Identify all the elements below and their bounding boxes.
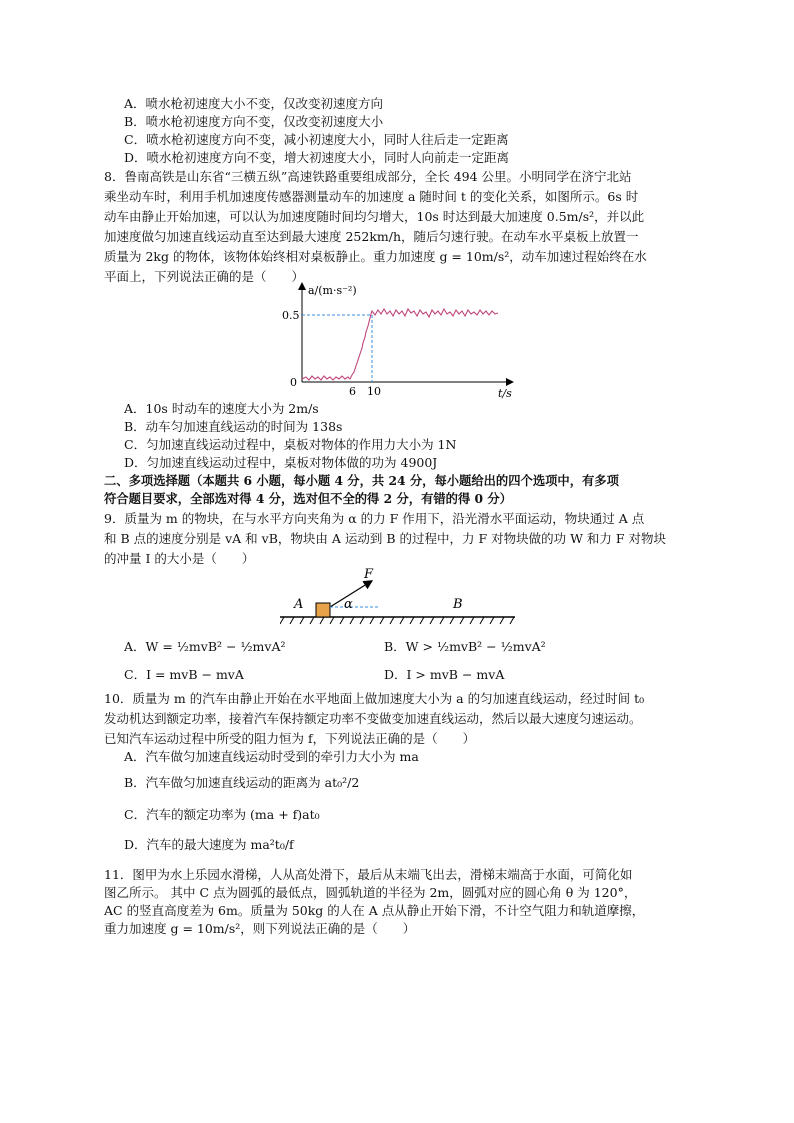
q7-option-b: B．喷水枪初速度方向不变，仅改变初速度大小 <box>124 114 384 129</box>
q10-option-b: B．汽车做匀加速直线运动的距离为 at₀²/2 <box>124 775 360 790</box>
q9-line-1: 9．质量为 m 的物块，在与水平方向夹角为 α 的力 F 作用下，沿光滑水平面运动，物块通过 A 点 <box>104 511 645 526</box>
section2-heading-line-1: 二、多项选择题（本题共 6 小题，每小题 4 分，共 24 分，每小题给出的四个选项中，有多项 <box>104 473 619 488</box>
q8-y-label: a/(m·s⁻²) <box>308 284 357 297</box>
q8-line-6: 平面上，下列说法正确的是（ ） <box>104 269 305 284</box>
q9-line-3: 的冲量 I 的大小是（ ） <box>104 551 255 566</box>
q7-option-d: D．喷水枪初速度方向不变，增大初速度大小，同时人向前走一定距离 <box>124 150 510 165</box>
q8-line-5: 质量为 2kg 的物体，该物体始终相对桌板静止。重力加速度 g = 10m/s²，动车加速过程始终在水 <box>104 249 647 264</box>
q7-option-a: A．喷水枪初速度大小不变，仅改变初速度方向 <box>124 96 384 111</box>
q8-acceleration-graph <box>280 280 520 400</box>
q9-line-2: 和 B 点的速度分别是 vA 和 vB，物块由 A 运动到 B 的过程中，力 F 对物块做的功 W 和力 F 对物块 <box>104 531 667 546</box>
q8-option-d: D．匀加速直线运动过程中，桌板对物体做的功为 4900J <box>124 455 438 470</box>
q9-ground-hatching <box>280 617 514 624</box>
q9-option-c: C．I = mvB − mvA <box>124 667 244 682</box>
q8-option-a: A．10s 时动车的速度大小为 2m/s <box>124 401 319 416</box>
q8-line-2: 乘坐动车时，利用手机加速度传感器测量动车的加速度 a 随时间 t 的变化关系，如图所示。6s 时 <box>104 189 639 204</box>
q11-line-4: 重力加速度 g = 10m/s²，则下列说法正确的是（ ） <box>104 921 416 936</box>
q7-option-c: C．喷水枪初速度方向不变，减小初速度大小，同时人往后走一定距离 <box>124 132 509 147</box>
q8-line-4: 加速度做匀加速直线运动直至达到最大速度 252km/h，随后匀速行驶。在动车水平桌板上放置一 <box>104 229 639 244</box>
q9-option-b: B．W > ½mvB² − ½mvA² <box>384 639 546 654</box>
q10-line-3: 已知汽车运动过程中所受的阻力恒为 f，下列说法正确的是（ ） <box>104 731 476 746</box>
q11-line-2: 图乙所示。 其中 C 点为圆弧的最低点，圆弧轨道的半径为 2m，圆弧对应的圆心角 θ 为 120°， <box>104 885 637 900</box>
q8-origin-label: 0 <box>290 376 297 389</box>
q8-y-tick-0-5: 0.5 <box>282 309 300 322</box>
q8-line-1: 8．鲁南高铁是山东省“三横五纵”高速铁路重要组成部分，全长 494 公里。小明同学在济宁北站 <box>104 169 632 184</box>
q9-option-a: A．W = ½mvB² − ½mvA² <box>124 639 286 654</box>
q11-line-1: 11．图甲为水上乐园水滑梯，人从高处滑下，最后从末端飞出去，滑梯末端高于水面，可简化如 <box>104 867 633 882</box>
q8-acceleration-curve <box>302 309 498 380</box>
q9-label-f: F <box>364 567 374 582</box>
q9-block <box>316 603 330 617</box>
q10-option-c: C．汽车的额定功率为 (ma + f)at₀ <box>124 807 320 822</box>
q10-option-a: A．汽车做匀加速直线运动时受到的牵引力大小为 ma <box>124 749 419 764</box>
q10-option-d: D．汽车的最大速度为 ma²t₀/f <box>124 837 294 852</box>
q9-label-alpha: α <box>344 597 353 612</box>
q9-option-d: D．I > mvB − mvA <box>384 667 505 682</box>
q8-x-tick-6: 6 <box>349 385 356 398</box>
q10-line-2: 发动机达到额定功率，接着汽车保持额定功率不变做变加速直线运动，然后以最大速度匀速运动。 <box>104 711 642 726</box>
q8-x-tick-10: 10 <box>367 385 381 398</box>
q10-line-1: 10．质量为 m 的汽车由静止开始在水平地面上做加速度大小为 a 的匀加速直线运动，经过时间 t₀ <box>104 691 645 706</box>
q9-label-b: B <box>453 597 463 612</box>
section2-heading-line-2: 符合题目要求，全部选对得 4 分，选对但不全的得 2 分，有错的得 0 分） <box>104 491 512 506</box>
q8-option-b: B．动车匀加速直线运动的时间为 138s <box>124 419 343 434</box>
q8-line-3: 动车由静止开始加速，可以认为加速度随时间均匀增大，10s 时达到最大加速度 0.5m/s²，并以此 <box>104 209 645 224</box>
q9-force-diagram <box>280 562 520 632</box>
q8-option-c: C．匀加速直线运动过程中，桌板对物体的作用力大小为 1N <box>124 437 457 452</box>
q9-label-a: A <box>294 597 304 612</box>
q11-line-3: AC 的竖直高度差为 6m。质量为 50kg 的人在 A 点从静止开始下滑，不计空气阻力和轨道摩擦， <box>104 903 645 918</box>
q8-x-label: t/s <box>498 387 512 400</box>
